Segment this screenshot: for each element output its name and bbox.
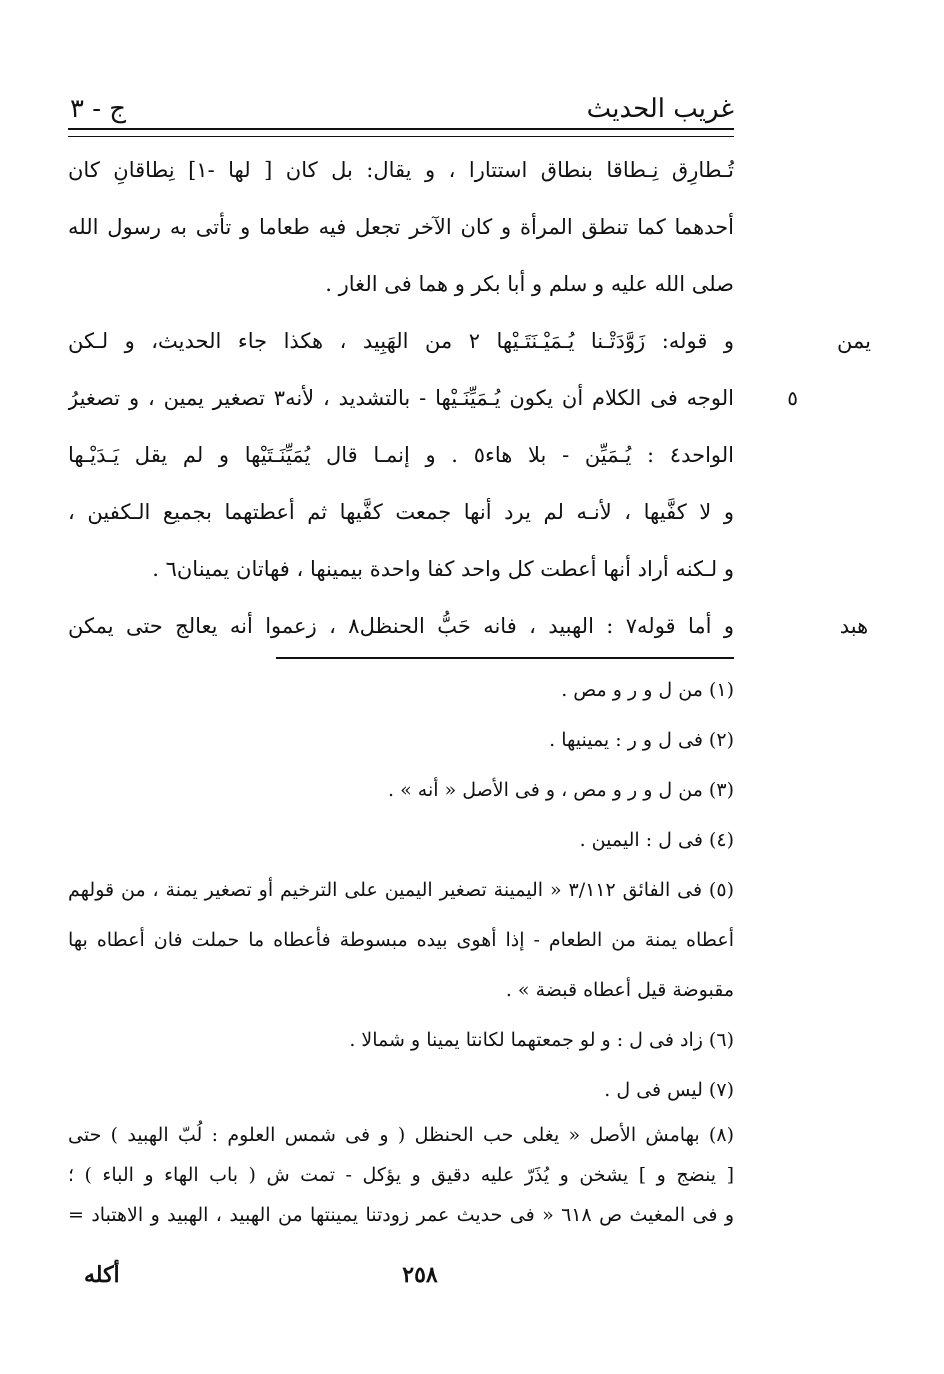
footnote-line: (٦) زاد فى ل : و لو جمعتهما لكانتا يمينا و شمالا . [349,1029,734,1051]
header-rule [68,128,734,137]
margin-keyword-yumn: يمن [837,329,871,353]
text-line: و لـكنه أراد أنها أعطت كل واحد كفا واحدة بيمينها ، فهاتان يمينان٦ . [152,557,734,581]
footnote-separator [276,657,734,659]
text-line: أحدهما كما تنطق المرأة و كان الآخر تجعل فيه طعاما و تأتى به رسول الله [68,215,734,239]
catchword: أكله [84,1262,120,1288]
footnote-line: (٣) من ل و ر و مص ، و فى الأصل « أنه » . [388,779,734,801]
paragraph-yumn [68,313,871,598]
text-line: صلى الله عليه و سلم و أبا بكر و هما فى الغار . [325,272,734,296]
line-number: ٥ [787,386,798,410]
volume-number: ج - ٣ [70,94,127,124]
text-line: و قوله: زَوَّدَتْـنا يُـمَيْـنَتَـيْها ٢ من الهَبِيد ، هكذا جاء الحديث، و لـكن [68,329,734,353]
text-line: تُـطارِق نِـطاقا بنطاق استتارا ، و يقال: بل كان [ لها -١] نِطاقانِ كان [68,158,734,182]
footnote-line: (٧) ليس فى ل . [604,1079,734,1101]
footnote-line: [ ينضج و ] يشخن و يُذَرّ عليه دقيق و يؤكل - تمت ش ( باب الهاء و الباء ) ؛ [68,1164,734,1186]
margin-keyword-habd: هبد [839,614,869,638]
footnote-line: (١) من ل و ر و مص . [561,679,734,701]
text-line: و لا كفَّيها ، لأنـه لم يرد أنها جمعت كفَّيها ثم أعطتهما بجميع الـكفين ، [68,500,734,524]
running-header [70,84,734,124]
text-line: الواحد٤ : يُـمَيِّن - بلا هاء٥ . و إنمـا قال يُمَيِّنَـتَيْها و لم يقل يَـدَيْـها [68,443,734,467]
footnote-line: (٨) بهامش الأصل « يغلى حب الحنظل ( و فى شمس العلوم : لُبّ الهبيد ) حتى [68,1124,734,1146]
book-title: غريب الحديث [586,94,734,124]
footnotes [68,665,734,1235]
footnote-line: أعطاه يمنة من الطعام - إذا أهوى بيده مبسوطة فأعطاه ما حملت فان أعطاه بها [68,929,734,951]
footnote-line: (٢) فى ل و ر : يمينيها . [549,729,734,751]
page-number: ٢٥٨ [402,1262,438,1288]
main-text [68,142,871,655]
paragraph-habd [68,598,869,655]
footnote-line: مقبوضة قيل أعطاه قبضة » . [505,979,734,1001]
text-line: الوجه فى الكلام أن يكون يُـمَيِّنَـيْها - بالتشديد ، لأنه٣ تصغير يمين ، و تصغيرُ [68,386,734,410]
text-line: و أما قوله٧ : الهبيد ، فانه حَبُّ الحنظل٨ ، زعموا أنه يعالج حتى يمكن [68,614,734,638]
footnote-line: و فى المغيث ص ٦١٨ « فى حديث عمر زودتنا يمينتها من الهبيد ، الهبيد و الاهتباد = [68,1204,734,1226]
footnote-line: (٥) فى الفائق ٣/١١٢ « اليمينة تصغير اليمين على الترخيم أو تصغير يمنة ، من قولهم [68,879,734,901]
footnote-line: (٤) فى ل : اليمين . [579,829,734,851]
